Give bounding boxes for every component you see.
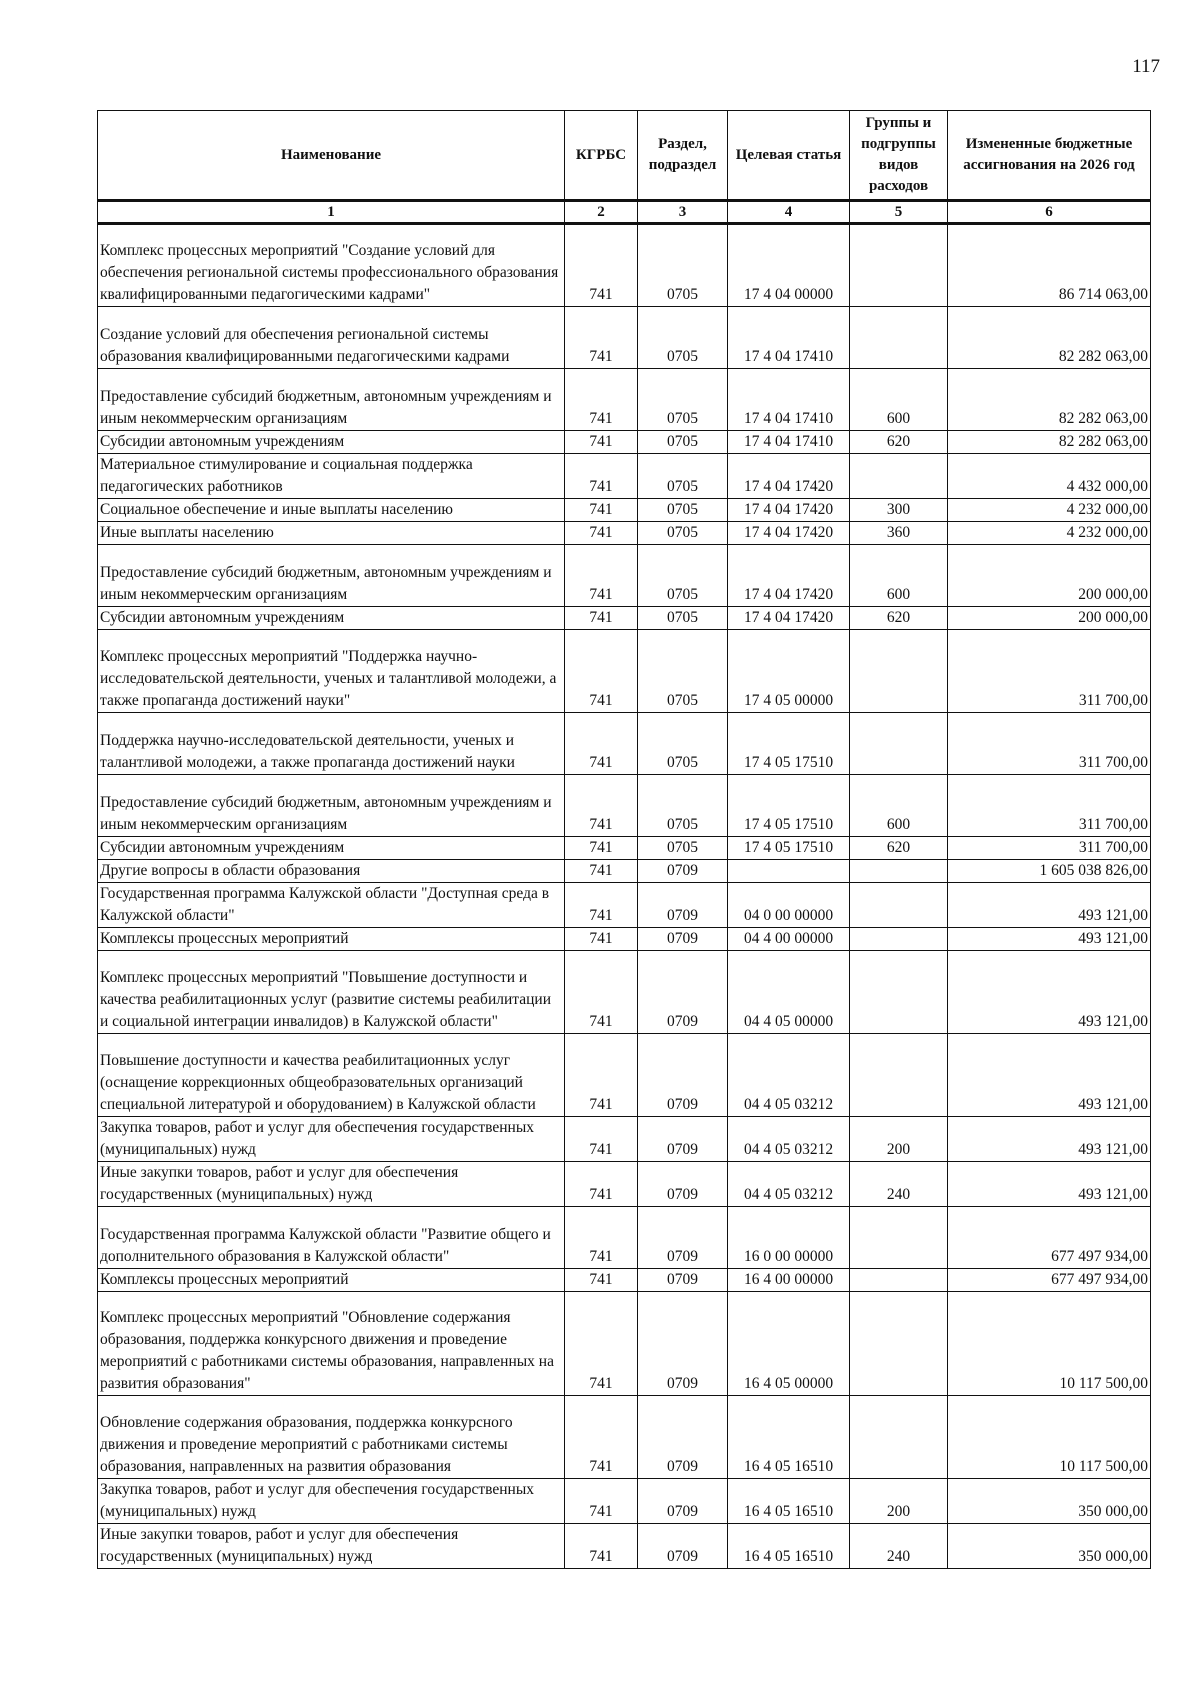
row-kgrbs: 741 [565, 630, 638, 713]
row-name: Комплексы процессных мероприятий [98, 928, 565, 951]
page-number: 117 [1132, 56, 1160, 77]
table-row [98, 1162, 1151, 1207]
table-row [98, 1479, 1151, 1524]
row-amount: 82 282 063,00 [948, 431, 1151, 454]
row-group [850, 883, 948, 928]
row-group [850, 307, 948, 369]
row-name: Государственная программа Калужской области "Развитие общего и дополнительного образования в Калужской области" [98, 1207, 565, 1269]
row-article: 17 4 04 17420 [728, 545, 850, 607]
row-name: Предоставление субсидий бюджетным, автономным учреждениям и иным некоммерческим организациям [98, 775, 565, 837]
row-kgrbs: 741 [565, 307, 638, 369]
header-group: Группы и подгруппы видов расходов [850, 111, 948, 201]
row-section: 0705 [638, 630, 728, 713]
row-name: Повышение доступности и качества реабилитационных услуг (оснащение коррекционных общеобразовательных организаций специальной литературой и оборудованием) в Калужской области [98, 1034, 565, 1117]
row-section: 0709 [638, 928, 728, 951]
row-amount: 4 232 000,00 [948, 499, 1151, 522]
table-row [98, 883, 1151, 928]
row-article: 17 4 05 17510 [728, 837, 850, 860]
row-name: Создание условий для обеспечения региональной системы образования квалифицированными педагогическими кадрами [98, 307, 565, 369]
table-row [98, 607, 1151, 630]
row-group [850, 1207, 948, 1269]
table-row [98, 1292, 1151, 1396]
row-name: Материальное стимулирование и социальная поддержка педагогических работников [98, 454, 565, 499]
row-group: 600 [850, 775, 948, 837]
row-section: 0709 [638, 1269, 728, 1292]
row-amount: 311 700,00 [948, 713, 1151, 775]
row-name: Предоставление субсидий бюджетным, автономным учреждениям и иным некоммерческим организациям [98, 369, 565, 431]
budget-table [97, 110, 1151, 1569]
row-name: Поддержка научно-исследовательской деятельности, ученых и талантливой молодежи, а также пропаганда достижений науки [98, 713, 565, 775]
column-number: 3 [638, 201, 728, 224]
row-amount: 4 232 000,00 [948, 522, 1151, 545]
header-amount: Измененные бюджетные ассигнования на 2026 год [948, 111, 1151, 201]
row-kgrbs: 741 [565, 951, 638, 1034]
row-name: Другие вопросы в области образования [98, 860, 565, 883]
row-group [850, 1034, 948, 1117]
row-name: Закупка товаров, работ и услуг для обеспечения государственных (муниципальных) нужд [98, 1479, 565, 1524]
row-group [850, 1269, 948, 1292]
table-row [98, 1269, 1151, 1292]
row-section: 0709 [638, 1034, 728, 1117]
row-kgrbs: 741 [565, 1207, 638, 1269]
row-amount: 4 432 000,00 [948, 454, 1151, 499]
row-amount: 311 700,00 [948, 837, 1151, 860]
row-kgrbs: 741 [565, 607, 638, 630]
row-kgrbs: 741 [565, 1162, 638, 1207]
row-article: 04 4 05 03212 [728, 1034, 850, 1117]
row-section: 0709 [638, 1207, 728, 1269]
table-row [98, 1034, 1151, 1117]
row-group: 620 [850, 431, 948, 454]
row-group [850, 860, 948, 883]
row-section: 0709 [638, 1396, 728, 1479]
table-row [98, 630, 1151, 713]
row-name: Субсидии автономным учреждениям [98, 607, 565, 630]
row-section: 0705 [638, 522, 728, 545]
row-kgrbs: 741 [565, 1396, 638, 1479]
row-kgrbs: 741 [565, 1524, 638, 1569]
row-kgrbs: 741 [565, 928, 638, 951]
row-article: 04 4 05 03212 [728, 1162, 850, 1207]
row-name: Социальное обеспечение и иные выплаты населению [98, 499, 565, 522]
table-row [98, 928, 1151, 951]
table-row [98, 775, 1151, 837]
row-group: 200 [850, 1117, 948, 1162]
row-kgrbs: 741 [565, 860, 638, 883]
row-kgrbs: 741 [565, 454, 638, 499]
table-row [98, 713, 1151, 775]
row-amount: 86 714 063,00 [948, 224, 1151, 307]
row-name: Иные закупки товаров, работ и услуг для обеспечения государственных (муниципальных) нужд [98, 1524, 565, 1569]
row-amount: 311 700,00 [948, 630, 1151, 713]
row-article: 16 0 00 00000 [728, 1207, 850, 1269]
row-kgrbs: 741 [565, 883, 638, 928]
row-section: 0709 [638, 860, 728, 883]
row-amount: 350 000,00 [948, 1479, 1151, 1524]
row-amount: 493 121,00 [948, 1117, 1151, 1162]
row-section: 0705 [638, 499, 728, 522]
row-amount: 493 121,00 [948, 928, 1151, 951]
column-number: 2 [565, 201, 638, 224]
row-section: 0709 [638, 951, 728, 1034]
row-kgrbs: 741 [565, 1269, 638, 1292]
row-section: 0705 [638, 369, 728, 431]
column-number: 6 [948, 201, 1151, 224]
table-row [98, 1524, 1151, 1569]
row-section: 0709 [638, 1524, 728, 1569]
row-name: Комплексы процессных мероприятий [98, 1269, 565, 1292]
table-row [98, 307, 1151, 369]
row-section: 0705 [638, 837, 728, 860]
table-row [98, 431, 1151, 454]
row-kgrbs: 741 [565, 1034, 638, 1117]
row-section: 0709 [638, 1117, 728, 1162]
row-name: Предоставление субсидий бюджетным, автономным учреждениям и иным некоммерческим организациям [98, 545, 565, 607]
row-article: 04 4 05 03212 [728, 1117, 850, 1162]
header-kgrbs: КГРБС [565, 111, 638, 201]
row-section: 0709 [638, 1479, 728, 1524]
column-number: 5 [850, 201, 948, 224]
row-name: Иные выплаты населению [98, 522, 565, 545]
column-number: 1 [98, 201, 565, 224]
row-group [850, 454, 948, 499]
row-group [850, 928, 948, 951]
row-article: 17 4 05 00000 [728, 630, 850, 713]
row-article: 17 4 04 00000 [728, 224, 850, 307]
row-name: Субсидии автономным учреждениям [98, 431, 565, 454]
row-kgrbs: 741 [565, 499, 638, 522]
row-amount: 10 117 500,00 [948, 1396, 1151, 1479]
column-number-row [98, 201, 1151, 224]
row-group: 620 [850, 837, 948, 860]
row-group: 240 [850, 1524, 948, 1569]
row-name: Субсидии автономным учреждениям [98, 837, 565, 860]
row-amount: 200 000,00 [948, 545, 1151, 607]
row-article: 17 4 04 17410 [728, 369, 850, 431]
row-kgrbs: 741 [565, 369, 638, 431]
header-row [98, 111, 1151, 201]
row-amount: 1 605 038 826,00 [948, 860, 1151, 883]
row-section: 0705 [638, 431, 728, 454]
row-article: 16 4 05 16510 [728, 1396, 850, 1479]
header-name: Наименование [98, 111, 565, 201]
row-article: 04 0 00 00000 [728, 883, 850, 928]
row-kgrbs: 741 [565, 224, 638, 307]
row-group: 200 [850, 1479, 948, 1524]
row-name: Комплекс процессных мероприятий "Обновление содержания образования, поддержка конкурсного движения и проведение мероприятий с работниками системы образования, направленных на развития образования" [98, 1292, 565, 1396]
row-name: Иные закупки товаров, работ и услуг для обеспечения государственных (муниципальных) нужд [98, 1162, 565, 1207]
row-article: 16 4 05 00000 [728, 1292, 850, 1396]
row-section: 0705 [638, 545, 728, 607]
row-amount: 82 282 063,00 [948, 369, 1151, 431]
header-article: Целевая статья [728, 111, 850, 201]
row-kgrbs: 741 [565, 1117, 638, 1162]
table-row [98, 369, 1151, 431]
table-row [98, 1207, 1151, 1269]
row-article: 17 4 04 17420 [728, 522, 850, 545]
row-amount: 493 121,00 [948, 1162, 1151, 1207]
table-row [98, 837, 1151, 860]
table-row [98, 951, 1151, 1034]
table-row [98, 224, 1151, 307]
row-name: Закупка товаров, работ и услуг для обеспечения государственных (муниципальных) нужд [98, 1117, 565, 1162]
table-row [98, 1396, 1151, 1479]
row-group [850, 630, 948, 713]
row-section: 0705 [638, 607, 728, 630]
row-name: Комплекс процессных мероприятий "Создание условий для обеспечения региональной системы профессионального образования квалифицированными педагогическими кадрами" [98, 224, 565, 307]
row-amount: 311 700,00 [948, 775, 1151, 837]
row-group: 360 [850, 522, 948, 545]
row-section: 0709 [638, 1162, 728, 1207]
row-amount: 493 121,00 [948, 1034, 1151, 1117]
table-body [98, 224, 1151, 1569]
table-row [98, 860, 1151, 883]
row-article: 17 4 04 17420 [728, 499, 850, 522]
row-section: 0709 [638, 883, 728, 928]
row-article: 17 4 05 17510 [728, 775, 850, 837]
row-section: 0705 [638, 307, 728, 369]
row-group [850, 951, 948, 1034]
row-group: 240 [850, 1162, 948, 1207]
row-kgrbs: 741 [565, 545, 638, 607]
row-article: 04 4 05 00000 [728, 951, 850, 1034]
row-section: 0705 [638, 224, 728, 307]
row-group: 620 [850, 607, 948, 630]
row-kgrbs: 741 [565, 431, 638, 454]
row-group: 600 [850, 369, 948, 431]
table-row [98, 522, 1151, 545]
row-article: 16 4 05 16510 [728, 1524, 850, 1569]
row-section: 0709 [638, 1292, 728, 1396]
row-section: 0705 [638, 775, 728, 837]
row-kgrbs: 741 [565, 837, 638, 860]
row-group [850, 224, 948, 307]
row-article [728, 860, 850, 883]
table-row [98, 499, 1151, 522]
row-amount: 677 497 934,00 [948, 1207, 1151, 1269]
row-amount: 200 000,00 [948, 607, 1151, 630]
row-article: 17 4 04 17410 [728, 431, 850, 454]
row-section: 0705 [638, 713, 728, 775]
row-name: Обновление содержания образования, поддержка конкурсного движения и проведение мероприятий с работниками системы образования, направленных на развития образования [98, 1396, 565, 1479]
table-row [98, 545, 1151, 607]
row-article: 17 4 04 17410 [728, 307, 850, 369]
row-amount: 493 121,00 [948, 883, 1151, 928]
row-amount: 350 000,00 [948, 1524, 1151, 1569]
row-article: 17 4 05 17510 [728, 713, 850, 775]
row-article: 16 4 05 16510 [728, 1479, 850, 1524]
row-amount: 82 282 063,00 [948, 307, 1151, 369]
row-article: 16 4 00 00000 [728, 1269, 850, 1292]
row-group [850, 1292, 948, 1396]
row-amount: 493 121,00 [948, 951, 1151, 1034]
row-amount: 677 497 934,00 [948, 1269, 1151, 1292]
row-kgrbs: 741 [565, 1292, 638, 1396]
header-section: Раздел, подраздел [638, 111, 728, 201]
row-kgrbs: 741 [565, 713, 638, 775]
row-group: 600 [850, 545, 948, 607]
row-group: 300 [850, 499, 948, 522]
row-group [850, 713, 948, 775]
row-name: Комплекс процессных мероприятий "Поддержка научно-исследовательской деятельности, ученых и талантливой молодежи, а также пропаганда достижений науки" [98, 630, 565, 713]
row-article: 17 4 04 17420 [728, 454, 850, 499]
row-amount: 10 117 500,00 [948, 1292, 1151, 1396]
row-article: 04 4 00 00000 [728, 928, 850, 951]
table-row [98, 454, 1151, 499]
column-number: 4 [728, 201, 850, 224]
row-kgrbs: 741 [565, 1479, 638, 1524]
row-kgrbs: 741 [565, 775, 638, 837]
row-section: 0705 [638, 454, 728, 499]
row-group [850, 1396, 948, 1479]
row-kgrbs: 741 [565, 522, 638, 545]
row-name: Комплекс процессных мероприятий "Повышение доступности и качества реабилитационных услуг (развитие системы реабилитации и социальной интеграции инвалидов) в Калужской области" [98, 951, 565, 1034]
row-name: Государственная программа Калужской области "Доступная среда в Калужской области" [98, 883, 565, 928]
table-row [98, 1117, 1151, 1162]
row-article: 17 4 04 17420 [728, 607, 850, 630]
